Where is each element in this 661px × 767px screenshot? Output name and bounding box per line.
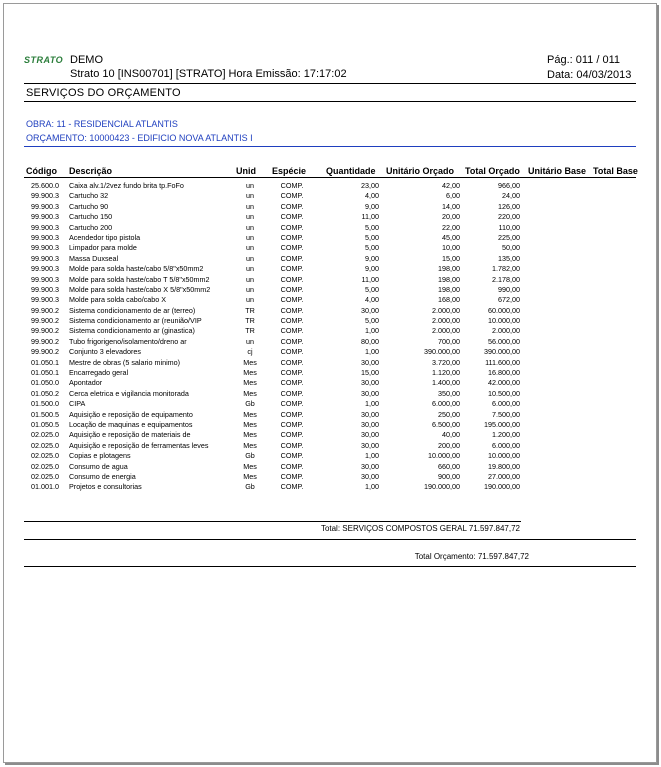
cell-descricao: Aquisição e reposição de materiais de	[69, 430, 191, 440]
footer-divider	[24, 566, 636, 567]
cell-codigo: 99.900.2	[31, 316, 59, 326]
cell-quantidade: 30,00	[361, 461, 379, 471]
col-header-total-orcado: Total Orçado	[465, 166, 520, 176]
cell-total-orcado: 42.000,00	[488, 378, 520, 388]
col-header-codigo: Código	[26, 166, 57, 176]
cell-total-orcado: 195.000,00	[484, 419, 520, 429]
strato-logo	[24, 51, 64, 71]
cell-codigo: 01.050.2	[31, 388, 59, 398]
cell-quantidade: 4,00	[365, 191, 379, 201]
cell-codigo: 99.900.2	[31, 347, 59, 357]
cell-total-orcado: 2.178,00	[492, 274, 520, 284]
obra-divider	[24, 146, 636, 147]
cell-unitario-orcado: 3.720,00	[432, 357, 460, 367]
cell-descricao: Tubo frigorigeno/isolamento/dreno ar	[69, 336, 187, 346]
cell-quantidade: 30,00	[361, 409, 379, 419]
orcamento-label: ORÇAMENTO: 10000423 - EDIFICIO NOVA ATLANTIS I	[26, 133, 253, 143]
cell-unitario-orcado: 198,00	[438, 284, 460, 294]
table-row: 99.900.2 Conjunto 3 elevadores cj COMP. 1,00 390.000,00 390.000,00	[31, 347, 520, 357]
cell-descricao: Apontador	[69, 378, 103, 388]
col-header-descricao: Descrição	[69, 166, 113, 176]
cell-codigo: 01.050.1	[31, 368, 59, 378]
cell-codigo: 99.900.3	[31, 191, 59, 201]
cell-codigo: 99.900.3	[31, 264, 59, 274]
cell-codigo: 02.025.0	[31, 471, 59, 481]
table-row: 01.050.0 Apontador Mes COMP. 30,00 1.400,00 42.000,00	[31, 378, 520, 388]
company-name: DEMO	[70, 54, 103, 66]
col-header-quantidade: Quantidade	[326, 166, 376, 176]
cell-codigo: 99.900.3	[31, 201, 59, 211]
cell-unitario-orcado: 1.120,00	[432, 368, 460, 378]
cell-unitario-orcado: 6,00	[446, 191, 460, 201]
cell-descricao: Consumo de agua	[69, 461, 128, 471]
cell-quantidade: 1,00	[365, 326, 379, 336]
cell-descricao: Acendedor tipo pistola	[69, 232, 141, 242]
table-row: 99.900.3 Massa Duxseal un COMP. 9,00 15,00 135,00	[31, 253, 520, 263]
report-subtitle: Strato 10 [INS00701] [STRATO] Hora Emissão: 17:17:02	[70, 68, 347, 80]
total-servicos: Total: SERVIÇOS COMPOSTOS GERAL 71.597.847,72	[320, 524, 520, 533]
cell-quantidade: 11,00	[361, 212, 379, 222]
cell-codigo: 02.025.0	[31, 461, 59, 471]
cell-unitario-orcado: 200,00	[438, 440, 460, 450]
cell-quantidade: 11,00	[361, 274, 379, 284]
cell-descricao: Caixa alv.1/2vez fundo brita tp.FoFo	[69, 181, 184, 190]
cell-unitario-orcado: 6.500,00	[432, 419, 460, 429]
table-row: 99.900.3 Limpador para molde un COMP. 5,00 10,00 50,00	[31, 243, 520, 253]
cell-codigo: 02.025.0	[31, 440, 59, 450]
cell-codigo: 99.900.3	[31, 284, 59, 294]
cell-quantidade: 5,00	[365, 243, 379, 253]
table-row: 01.050.1 Mestre de obras (5 salario minimo) Mes COMP. 30,00 3.720,00 111.600,00	[31, 357, 520, 367]
cell-total-orcado: 126,00	[498, 201, 520, 211]
cell-unitario-orcado: 190.000,00	[424, 482, 460, 492]
table-row: 02.025.0 Copias e plotagens Gb COMP. 1,00 10.000,00 10.000,00	[31, 451, 520, 461]
cell-unitario-orcado: 700,00	[438, 336, 460, 346]
cell-quantidade: 30,00	[361, 440, 379, 450]
table-row: 02.025.0 Consumo de agua Mes COMP. 30,00 660,00 19.800,00	[31, 461, 520, 471]
col-header-especie: Espécie	[272, 166, 307, 176]
cell-unitario-orcado: 6.000,00	[432, 399, 460, 409]
cell-quantidade: 1,00	[365, 347, 379, 357]
cell-descricao: Cerca eletrica e vigilancia monitorada	[69, 388, 189, 398]
cell-total-orcado: 19.800,00	[488, 461, 520, 471]
cell-codigo: 25.600.0	[31, 181, 59, 190]
cell-total-orcado: 6.000,00	[492, 399, 520, 409]
col-header-total-base: Total Base	[593, 166, 638, 176]
cell-quantidade: 5,00	[365, 222, 379, 232]
report-date: Data: 04/03/2013	[547, 69, 632, 81]
cell-total-orcado: 2.000,00	[492, 326, 520, 336]
cell-codigo: 01.050.0	[31, 378, 59, 388]
col-header-unitario-orcado: Unitário Orçado	[386, 166, 455, 176]
cell-quantidade: 30,00	[361, 357, 379, 367]
cell-total-orcado: 1.782,00	[492, 264, 520, 274]
cell-descricao: Projetos e consultorias	[69, 482, 142, 492]
cell-descricao: Molde para solda haste/cabo 5/8"x50mm2	[69, 264, 204, 274]
cell-codigo: 02.025.0	[31, 451, 59, 461]
table-row: 25.600.0 Caixa alv.1/2vez fundo brita tp.FoFo un COMP. 23,00 42,00 966,00	[31, 181, 520, 190]
table-row: 99.900.3 Cartucho 150 un COMP. 11,00 20,00 220,00	[31, 212, 520, 222]
cell-unitario-orcado: 10,00	[442, 243, 460, 253]
cell-codigo: 01.001.0	[31, 482, 59, 492]
cell-codigo: 99.900.3	[31, 243, 59, 253]
cell-quantidade: 9,00	[365, 264, 379, 274]
cell-descricao: Sistema condicionamento ar (ginastica)	[69, 326, 195, 336]
cell-quantidade: 5,00	[365, 316, 379, 326]
table-row: 99.900.3 Molde para solda haste/cabo 5/8"x50mm2 un COMP. 9,00 198,00 1.782,00	[31, 264, 520, 274]
cell-codigo: 99.900.2	[31, 336, 59, 346]
cell-descricao: Molde para solda cabo/cabo X	[69, 295, 167, 305]
cell-codigo: 01.500.5	[31, 409, 59, 419]
cell-descricao: Massa Duxseal	[69, 253, 119, 263]
table-row: 99.900.3 Cartucho 200 un COMP. 5,00 22,00 110,00	[31, 222, 520, 232]
cell-unitario-orcado: 660,00	[438, 461, 460, 471]
cell-unitario-orcado: 198,00	[438, 274, 460, 284]
cell-total-orcado: 10.500,00	[488, 388, 520, 398]
table-row: 02.025.0 Aquisição e reposição de ferramentas leves Mes COMP. 30,00 200,00 6.000,00	[31, 440, 520, 450]
cell-codigo: 02.025.0	[31, 430, 59, 440]
cell-unitario-orcado: 40,00	[442, 430, 460, 440]
page-number: Pág.: 011 / 011	[547, 54, 620, 66]
table-row: 01.500.5 Aquisição e reposição de equipamento Mes COMP. 30,00 250,00 7.500,00	[31, 409, 520, 419]
cell-total-orcado: 220,00	[498, 212, 520, 222]
cell-quantidade: 5,00	[365, 284, 379, 294]
table-row: 02.025.0 Consumo de energia Mes COMP. 30,00 900,00 27.000,00	[31, 471, 520, 481]
cell-quantidade: 4,00	[365, 295, 379, 305]
cell-total-orcado: 7.500,00	[492, 409, 520, 419]
table-row: 01.050.1 Encarregado geral Mes COMP. 15,00 1.120,00 16.800,00	[31, 368, 520, 378]
cell-unitario-orcado: 2.000,00	[432, 316, 460, 326]
cell-descricao: Molde para solda haste/cabo X 5/8"x50mm2	[69, 284, 211, 294]
cell-total-orcado: 990,00	[498, 284, 520, 294]
cell-codigo: 99.900.3	[31, 274, 59, 284]
cell-unitario-orcado: 1.400,00	[432, 378, 460, 388]
cell-quantidade: 80,00	[361, 336, 379, 346]
cell-total-orcado: 10.000,00	[488, 451, 520, 461]
cell-descricao: Copias e plotagens	[69, 451, 131, 461]
table-header-divider	[24, 177, 636, 178]
cell-total-orcado: 110,00	[498, 222, 520, 232]
table-row: 99.900.2 Sistema condicionamento de ar (terreo) TR COMP. 30,00 2.000,00 60.000,00	[31, 305, 520, 315]
title-divider	[24, 101, 636, 102]
cell-total-orcado: 135,00	[498, 253, 520, 263]
cell-total-orcado: 672,00	[498, 295, 520, 305]
cell-total-orcado: 27.000,00	[488, 471, 520, 481]
cell-quantidade: 1,00	[365, 482, 379, 492]
cell-total-orcado: 56.000,00	[488, 336, 520, 346]
cell-unitario-orcado: 168,00	[438, 295, 460, 305]
cell-codigo: 99.900.3	[31, 222, 59, 232]
table-row: 01.001.0 Projetos e consultorias Gb COMP. 1,00 190.000,00 190.000,00	[31, 482, 520, 492]
cell-codigo: 99.900.3	[31, 295, 59, 305]
table-row: 99.900.2 Sistema condicionamento ar (ginastica) TR COMP. 1,00 2.000,00 2.000,00	[31, 326, 520, 336]
cell-quantidade: 30,00	[361, 378, 379, 388]
cell-quantidade: 30,00	[361, 471, 379, 481]
table-row: 99.900.3 Molde para solda haste/cabo T 5/8"x50mm2 un COMP. 11,00 198,00 2.178,00	[31, 274, 520, 284]
cell-unitario-orcado: 14,00	[442, 201, 460, 211]
col-header-unid: Unid	[236, 166, 256, 176]
cell-total-orcado: 111.600,00	[485, 357, 520, 367]
cell-descricao: Aquisição e reposição de ferramentas leves	[69, 440, 209, 450]
cell-descricao: Sistema condicionamento ar (reunião/VIP	[69, 316, 202, 326]
cell-unitario-orcado: 390.000,00	[424, 347, 460, 357]
col-header-unitario-base: Unitário Base	[528, 166, 587, 176]
cell-total-orcado: 6.000,00	[492, 440, 520, 450]
cell-unitario-orcado: 20,00	[442, 212, 460, 222]
cell-codigo: 99.900.3	[31, 253, 59, 263]
header-divider	[24, 83, 636, 84]
cell-quantidade: 23,00	[361, 181, 379, 190]
cell-total-orcado: 50,00	[502, 243, 520, 253]
cell-quantidade: 30,00	[361, 305, 379, 315]
cell-total-orcado: 24,00	[502, 191, 520, 201]
cell-descricao: Locação de maquinas e equipamentos	[69, 419, 193, 429]
cell-quantidade: 9,00	[365, 201, 379, 211]
cell-unitario-orcado: 2.000,00	[432, 326, 460, 336]
table-row: 99.900.3 Acendedor tipo pistola un COMP. 5,00 45,00 225,00	[31, 232, 520, 242]
cell-codigo: 01.050.5	[31, 419, 59, 429]
cell-unitario-orcado: 15,00	[442, 253, 460, 263]
cell-quantidade: 1,00	[365, 399, 379, 409]
cell-descricao: Molde para solda haste/cabo T 5/8"x50mm2	[69, 274, 210, 284]
cell-descricao: Mestre de obras (5 salario minimo)	[69, 357, 181, 367]
table-row: 99.900.3 Cartucho 90 un COMP. 9,00 14,00 126,00	[31, 201, 520, 211]
cell-descricao: Cartucho 200	[69, 222, 113, 232]
cell-descricao: Cartucho 90	[69, 201, 109, 211]
cell-quantidade: 9,00	[365, 253, 379, 263]
table-row: 01.050.5 Locação de maquinas e equipamentos Mes COMP. 30,00 6.500,00 195.000,00	[31, 419, 520, 429]
cell-unitario-orcado: 198,00	[438, 264, 460, 274]
table-row: 99.900.3 Molde para solda cabo/cabo X un COMP. 4,00 168,00 672,00	[31, 295, 520, 305]
cell-unitario-orcado: 2.000,00	[432, 305, 460, 315]
cell-codigo: 99.900.2	[31, 326, 59, 336]
cell-codigo: 99.900.3	[31, 232, 59, 242]
cell-descricao: Encarregado geral	[69, 368, 129, 378]
total-divider	[24, 521, 521, 522]
obra-label: OBRA: 11 - RESIDENCIAL ATLANTIS	[26, 119, 178, 129]
cell-total-orcado: 390.000,00	[484, 347, 520, 357]
table-row: 02.025.0 Aquisição e reposição de materiais de Mes COMP. 30,00 40,00 1.200,00	[31, 430, 520, 440]
cell-quantidade: 30,00	[361, 388, 379, 398]
cell-descricao: Limpador para molde	[69, 243, 137, 253]
cell-total-orcado: 1.200,00	[492, 430, 520, 440]
cell-quantidade: 5,00	[365, 232, 379, 242]
cell-quantidade: 30,00	[361, 419, 379, 429]
cell-descricao: CIPA	[69, 399, 86, 409]
cell-codigo: 99.900.3	[31, 212, 59, 222]
cell-total-orcado: 225,00	[498, 232, 520, 242]
cell-total-orcado: 190.000,00	[484, 482, 520, 492]
cell-quantidade: 30,00	[361, 430, 379, 440]
cell-unitario-orcado: 10.000,00	[428, 451, 460, 461]
cell-unitario-orcado: 42,00	[442, 181, 460, 190]
cell-descricao: Consumo de energia	[69, 471, 136, 481]
cell-unitario-orcado: 45,00	[442, 232, 460, 242]
summary-divider	[24, 539, 636, 540]
cell-codigo: 99.900.2	[31, 305, 59, 315]
cell-descricao: Cartucho 32	[69, 191, 109, 201]
cell-codigo: 01.050.1	[31, 357, 59, 367]
cell-unitario-orcado: 900,00	[438, 471, 460, 481]
cell-total-orcado: 966,00	[498, 181, 520, 190]
table-row: 01.500.0 CIPA Gb COMP. 1,00 6.000,00 6.000,00	[31, 399, 520, 409]
cell-codigo: 01.500.0	[31, 399, 59, 409]
table-row: 99.900.3 Cartucho 32 un COMP. 4,00 6,00 24,00	[31, 191, 520, 201]
cell-total-orcado: 60.000,00	[488, 305, 520, 315]
cell-descricao: Aquisição e reposição de equipamento	[69, 409, 193, 419]
report-page	[3, 3, 657, 763]
table-row: 99.900.3 Molde para solda haste/cabo X 5/8"x50mm2 un COMP. 5,00 198,00 990,00	[31, 284, 520, 294]
table-row: 99.900.2 Sistema condicionamento ar (reunião/VIP TR COMP. 5,00 2.000,00 10.000,00	[31, 316, 520, 326]
logo-text: STRATO	[24, 55, 64, 65]
cell-descricao: Sistema condicionamento de ar (terreo)	[69, 305, 196, 315]
cell-total-orcado: 10.000,00	[488, 316, 520, 326]
cell-quantidade: 15,00	[361, 368, 379, 378]
cell-quantidade: 1,00	[365, 451, 379, 461]
table-row: 99.900.2 Tubo frigorigeno/isolamento/dreno ar un COMP. 80,00 700,00 56.000,00	[31, 336, 520, 346]
cell-unitario-orcado: 350,00	[438, 388, 460, 398]
cell-descricao: Conjunto 3 elevadores	[69, 347, 141, 357]
cell-unitario-orcado: 250,00	[438, 409, 460, 419]
table-row: 01.050.2 Cerca eletrica e vigilancia monitorada Mes COMP. 30,00 350,00 10.500,00	[31, 388, 520, 398]
services-table-body	[4, 181, 656, 493]
cell-unitario-orcado: 22,00	[442, 222, 460, 232]
cell-descricao: Cartucho 150	[69, 212, 113, 222]
cell-total-orcado: 16.800,00	[488, 368, 520, 378]
report-title: SERVIÇOS DO ORÇAMENTO	[26, 87, 181, 99]
total-orcamento: Total Orçamento: 71.597.847,72	[414, 552, 529, 561]
